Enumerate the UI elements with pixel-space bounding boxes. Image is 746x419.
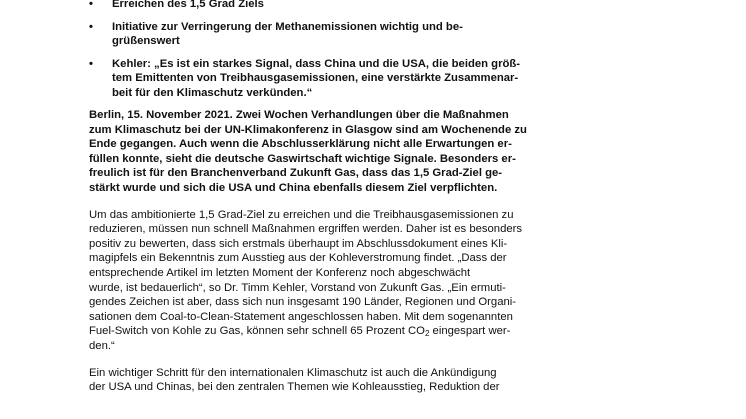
co2-subscript: 2	[424, 329, 430, 339]
body-line: reduzieren, müssen nun schnell Maßnahmen ergriffen werden. Daher ist es besonders	[89, 223, 523, 236]
key-point-2-line-1: Initiative zur Verringerung der Methanemissionen wichtig und be-	[112, 20, 463, 33]
lead-line: Ende gegangen. Auch wenn die Abschlusserklärung nicht alle Erwartungen er-	[89, 138, 512, 151]
press-release-page	[89, 0, 589, 407]
bullet-icon: •	[89, 20, 93, 33]
lead-line: Berlin, 15. November 2021. Zwei Wochen Verhandlungen über die Maßnahmen	[89, 109, 509, 121]
body-line: positiv zu bewerten, dass sich erstmals überhaupt im Abschlussdokument eines Kli-	[89, 237, 508, 250]
body-line: der USA und Chinas, bei den zentralen Themen wie Kohleausstieg, Reduktion der	[89, 381, 500, 394]
key-points-list	[89, 0, 589, 100]
key-point-1-line-1: Erreichen des 1,5 Grad Ziels	[112, 0, 264, 10]
key-point-3	[89, 57, 589, 101]
body-line: den.“	[89, 339, 115, 352]
key-point-1	[89, 0, 589, 12]
key-point-3-line-2: tem Emittenten von Treibhausgasemissionen, eine verstärkte Zusammenar-	[112, 72, 519, 84]
lead-paragraph	[89, 108, 589, 196]
body-line: Um das ambitionierte 1,5 Grad-Ziel zu erreichen und die Treibhausgasemissionen zu	[89, 208, 514, 221]
bullet-icon: •	[89, 0, 93, 10]
body-line: sationen dem Coal-to-Clean-Statement angeschlossen haben. Mit dem sogenannten	[89, 310, 513, 323]
bullet-icon: •	[89, 57, 93, 70]
key-point-3-line-3: beit für den Klimaschutz verkünden.“	[112, 86, 313, 99]
body-line: gendes Zeichen ist aber, dass sich nun insgesamt 190 Länder, Regionen und Organi-	[89, 296, 517, 309]
lead-line: füllen konnte, sieht die deutsche Gaswirtschaft wichtige Signale. Besonders er-	[89, 152, 516, 165]
co2-text-before: Fuel-Switch von Kohle zu Gas, können sehr schnell 65 Prozent CO	[89, 325, 425, 338]
co2-text-after: eingespart wer-	[429, 325, 511, 338]
body-line: wurde, ist bedauerlich“, so Dr. Timm Kehler, Vorstand von Zukunft Gas. „Ein ermuti-	[89, 281, 506, 294]
key-point-3-line-1: Kehler: „Es ist ein starkes Signal, dass China und die USA, die beiden größ-	[112, 57, 521, 70]
body-paragraph-2	[89, 366, 589, 395]
body-line: entsprechende Artikel im letzten Moment der Konferenz noch abgeschwächt	[89, 266, 471, 279]
body-paragraph-1	[89, 208, 589, 354]
lead-line: zum Klimaschutz bei der UN-Klimakonferenz in Glasgow sind am Wochenende zu	[89, 123, 527, 136]
lead-line: stärkt wurde und sich die USA und China ebenfalls diesem Ziel verpflichten.	[89, 181, 498, 194]
key-point-2-line-2: grüßenswert	[112, 35, 180, 47]
body-line: Ein wichtiger Schritt für den internationalen Klimaschutz ist auch die Ankündigung	[89, 366, 497, 379]
body-line-co2	[89, 324, 589, 339]
lead-line: freulich ist für den Branchenverband Zukunft Gas, dass das 1,5 Grad-Ziel ge-	[89, 167, 503, 180]
body-line: magipfels ein Bekenntnis zum Ausstieg aus der Kohleverstromung findet. „Dass der	[89, 252, 507, 265]
key-point-2	[89, 20, 589, 49]
